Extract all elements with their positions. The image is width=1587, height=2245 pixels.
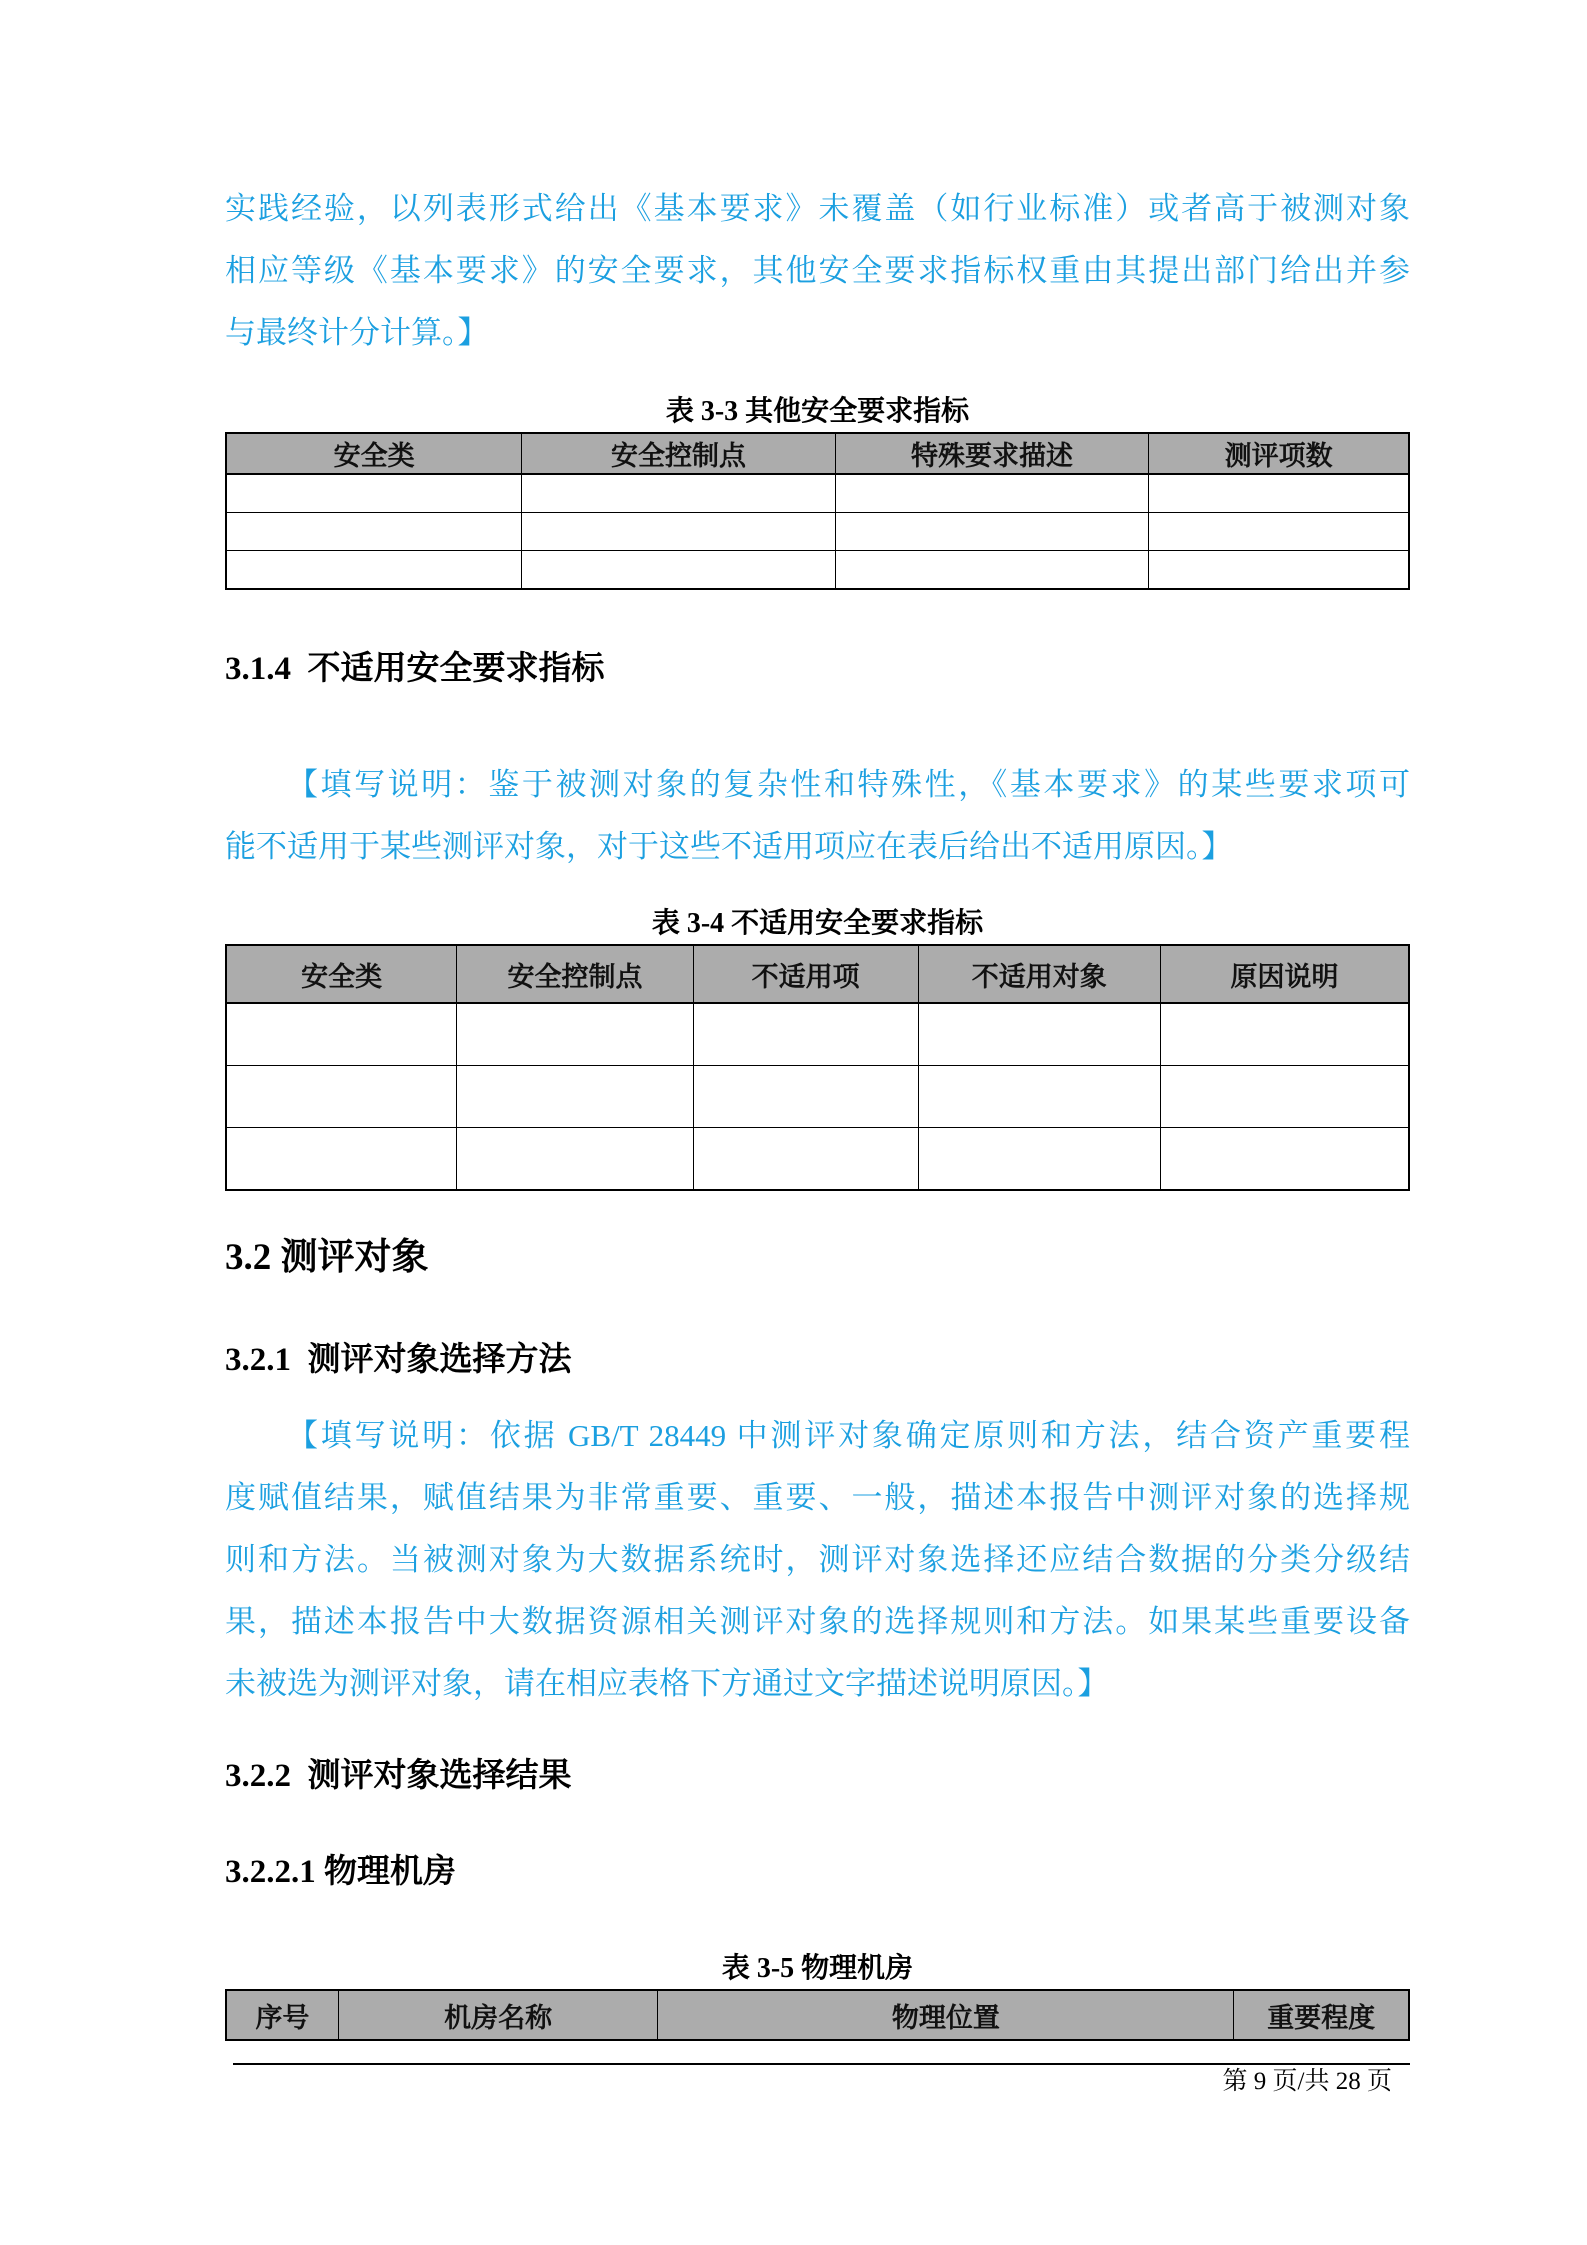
page-number: 第 9 页/共 28 页 bbox=[1222, 2068, 1392, 2095]
empty-cell bbox=[457, 1003, 694, 1066]
heading-3-2-2-1: 3.2.2.1 物理机房 bbox=[225, 1854, 456, 1890]
table-row bbox=[226, 1003, 1409, 1066]
empty-cell bbox=[522, 551, 835, 590]
text-line: 则和方法。当被测对象为大数据系统时，测评对象选择还应结合数据的分类分级结 bbox=[225, 1542, 1410, 1577]
column-header: 安全类 bbox=[226, 945, 457, 1003]
empty-cell bbox=[226, 551, 522, 590]
instruction-paragraph-selection-method bbox=[225, 1405, 1410, 1715]
table-3-5-caption: 表 3-5 物理机房 bbox=[721, 1953, 914, 1984]
empty-cell bbox=[226, 513, 522, 551]
empty-cell bbox=[693, 1128, 918, 1191]
empty-cell bbox=[1161, 1003, 1409, 1066]
heading-3-2-1: 3.2.1 测评对象选择方法 bbox=[225, 1342, 572, 1378]
table-header-row bbox=[226, 945, 1409, 1003]
heading-3-1-4: 3.1.4 不适用安全要求指标 bbox=[225, 651, 605, 687]
column-header: 物理位置 bbox=[658, 1990, 1234, 2040]
text-line: 相应等级《基本要求》的安全要求，其他安全要求指标权重由其提出部门给出并参 bbox=[225, 253, 1410, 288]
empty-cell bbox=[226, 474, 522, 513]
instruction-paragraph-other-requirements bbox=[225, 178, 1410, 364]
empty-cell bbox=[1149, 513, 1409, 551]
empty-cell bbox=[918, 1066, 1161, 1128]
text-line: 【填写说明：依据 GB/T 28449 中测评对象确定原则和方法，结合资产重要程 bbox=[287, 1418, 1410, 1453]
text-line: 果，描述本报告中大数据资源相关测评对象的选择规则和方法。如果某些重要设备 bbox=[225, 1604, 1410, 1639]
empty-cell bbox=[693, 1066, 918, 1128]
table-3-5 bbox=[225, 1989, 1410, 2041]
empty-cell bbox=[835, 551, 1148, 590]
column-header: 不适用项 bbox=[693, 945, 918, 1003]
table-row bbox=[226, 1128, 1409, 1191]
column-header: 安全类 bbox=[226, 433, 522, 474]
heading-3-2: 3.2 测评对象 bbox=[225, 1237, 429, 1278]
table-row bbox=[226, 1066, 1409, 1128]
empty-cell bbox=[835, 474, 1148, 513]
column-header: 重要程度 bbox=[1234, 1990, 1409, 2040]
text-line: 能不适用于某些测评对象，对于这些不适用项应在表后给出不适用原因。】 bbox=[225, 829, 1233, 864]
column-header: 特殊要求描述 bbox=[835, 433, 1148, 474]
empty-cell bbox=[522, 474, 835, 513]
column-header: 安全控制点 bbox=[522, 433, 835, 474]
empty-cell bbox=[1161, 1128, 1409, 1191]
table-3-4-caption: 表 3-4 不适用安全要求指标 bbox=[651, 908, 984, 939]
empty-cell bbox=[835, 513, 1148, 551]
text-line: 与最终计分计算。】 bbox=[225, 315, 489, 350]
empty-cell bbox=[226, 1003, 457, 1066]
table-row bbox=[226, 474, 1409, 513]
column-header: 测评项数 bbox=[1149, 433, 1409, 474]
column-header: 机房名称 bbox=[338, 1990, 657, 2040]
text-line: 【填写说明：鉴于被测对象的复杂性和特殊性，《基本要求》的某些要求项可 bbox=[287, 767, 1410, 802]
table-row bbox=[226, 551, 1409, 590]
column-header: 不适用对象 bbox=[918, 945, 1161, 1003]
empty-cell bbox=[918, 1003, 1161, 1066]
empty-cell bbox=[226, 1128, 457, 1191]
empty-cell bbox=[457, 1128, 694, 1191]
empty-cell bbox=[1149, 474, 1409, 513]
column-header: 安全控制点 bbox=[457, 945, 694, 1003]
instruction-paragraph-not-applicable bbox=[225, 754, 1410, 878]
text-line: 未被选为测评对象，请在相应表格下方通过文字描述说明原因。】 bbox=[225, 1666, 1109, 1701]
column-header: 序号 bbox=[226, 1990, 338, 2040]
empty-cell bbox=[522, 513, 835, 551]
column-header: 原因说明 bbox=[1161, 945, 1409, 1003]
heading-3-2-2: 3.2.2 测评对象选择结果 bbox=[225, 1758, 572, 1794]
table-3-4 bbox=[225, 944, 1410, 1191]
table-header-row bbox=[226, 433, 1409, 474]
text-line: 度赋值结果，赋值结果为非常重要、重要、一般，描述本报告中测评对象的选择规 bbox=[225, 1480, 1410, 1515]
empty-cell bbox=[457, 1066, 694, 1128]
page-content bbox=[225, 178, 1410, 2099]
table-row bbox=[226, 513, 1409, 551]
empty-cell bbox=[918, 1128, 1161, 1191]
table-3-3 bbox=[225, 432, 1410, 590]
empty-cell bbox=[1149, 551, 1409, 590]
empty-cell bbox=[693, 1003, 918, 1066]
table-3-3-caption: 表 3-3 其他安全要求指标 bbox=[665, 396, 970, 427]
text-line: 实践经验，以列表形式给出《基本要求》未覆盖（如行业标准）或者高于被测对象 bbox=[225, 191, 1410, 226]
empty-cell bbox=[226, 1066, 457, 1128]
table-header-row bbox=[226, 1990, 1409, 2040]
empty-cell bbox=[1161, 1066, 1409, 1128]
